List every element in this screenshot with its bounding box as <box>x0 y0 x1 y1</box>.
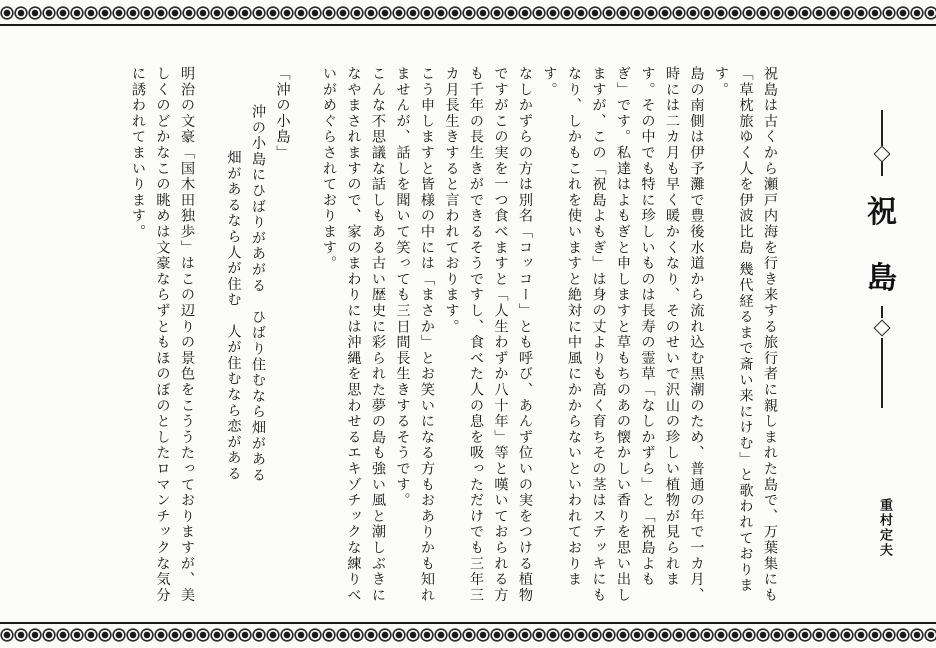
ornamental-border-bottom <box>0 622 936 648</box>
paragraph-1: 祝島は古くから瀬戸内海を行き来する旅行者に親しまれた島で、万葉集にも「草枕旅ゆく人を伊波比島 幾代経るまで斎い来にけむ」と歌われております。 <box>713 66 778 604</box>
poem-line-1: 沖の小島にひばりがあがる ひばり住むなら畑がある <box>250 104 266 484</box>
author-name: 重村定夫 <box>877 498 892 558</box>
spacer <box>199 66 221 606</box>
paragraph-3: なしかずらの方は別名「コッコー」とも呼び、あんず位いの実をつける植物ですがこの実を一つ食べますと「人生わずか八十年」等と嘆いておられる方も千年の長生きができるそうですし、食べた人の息を吸っただけでも三年三カ月長生きすると言われております。 <box>443 66 533 604</box>
poem-heading: 「沖の小島」 <box>274 66 291 161</box>
diamond-ornament-top <box>874 146 891 163</box>
ornamental-border-top <box>0 0 936 26</box>
title-rule-bottom <box>881 338 883 408</box>
title-rule-top-short <box>881 162 883 176</box>
body-text <box>20 66 782 606</box>
paragraph-5: こんな不思議な話しもある古い歴史に彩られた夢の島も強い風と潮しぶきになやまされますので、家のまわりには沖縄を思わせるエキゾチックな練りべいがめぐらされております。 <box>321 66 386 604</box>
title-character: 祝 <box>867 195 897 230</box>
title-rule-bottom-short <box>881 306 883 318</box>
title-character: 島 <box>867 261 897 296</box>
title-block <box>860 110 904 410</box>
page-title <box>862 196 902 296</box>
paragraph-4: こう申しますと皆様の中には「まさか」とお笑いになる方もおありかも知れませんが、話しを聞いて笑っても三日間長生きするそうです。 <box>394 66 435 604</box>
paragraph-2: 島の南側は伊予灘で豊後水道から流れ込む黒潮のため、普通の年で一カ月、時には二カ月も早く暖かくなり、そのせいで沢山の珍しい植物が見られます。その中でも特に珍しいものは長寿の霊草「なしかずら」と「祝島よもぎ」です。私達はよもぎと申しますと草もちのあの懐かしい香りを思い出しますが、この「祝島よもぎ」は身の丈よりも高く育ちその茎はステッキにもなり、しかもこれを使いますと絶対に中風にかからないといわれております。 <box>541 66 705 604</box>
closing-paragraph: 明治の文豪「国木田独歩」はこの辺りの景色をこううたっておりますが、美しくのどかなこの眺めは文豪ならずともほのぼのとしたロマンチックな気分に誘われてまいります。 <box>130 66 195 604</box>
title-rule-top <box>881 110 883 146</box>
poem-line-2: 畑があるなら人が住む 人が住むなら恋がある <box>225 150 242 482</box>
diamond-ornament-bottom <box>874 320 891 337</box>
spacer <box>295 66 317 606</box>
